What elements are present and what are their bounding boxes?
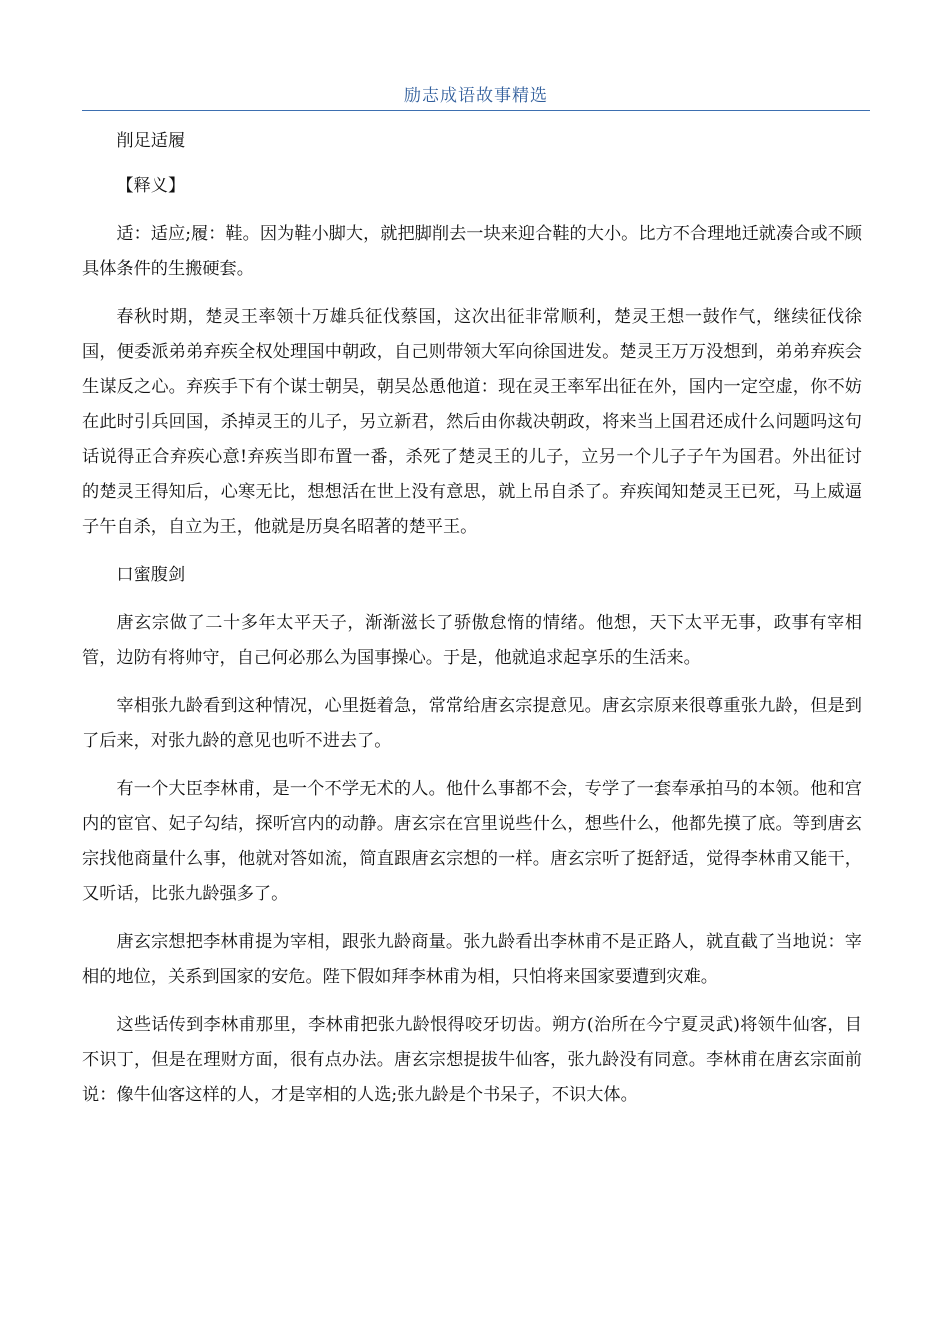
page-header <box>82 84 870 111</box>
document-body <box>82 124 862 1113</box>
story-title: 口蜜腹剑 <box>116 565 186 585</box>
story-paragraph: 有一个大臣李林甫，是一个不学无术的人。他什么事都不会，专学了一套奉承拍马的本领。他和宫内的宦官、妃子勾结，探听宫内的动静。唐玄宗在宫里说些什么，想些什么，他都先摸了底。等到唐玄宗找他商量什么事，他就对答如流，简直跟唐玄宗想的一样。唐玄宗听了挺舒适，觉得李林甫又能干，又听话，比张九龄强多了。 <box>82 779 862 904</box>
story-paragraph: 宰相张九龄看到这种情况，心里挺着急，常常给唐玄宗提意见。唐玄宗原来很尊重张九龄，但是到了后来，对张九龄的意见也听不进去了。 <box>82 696 862 751</box>
story-paragraph: 春秋时期，楚灵王率领十万雄兵征伐蔡国，这次出征非常顺利，楚灵王想一鼓作气，继续征伐徐国，便委派弟弟弃疾全权处理国中朝政，自己则带领大军向徐国进发。楚灵王万万没想到，弟弟弃疾会生谋反之心。弃疾手下有个谋士朝吴，朝吴怂恿他道：现在灵王率军出征在外，国内一定空虚，你不妨在此时引兵回国，杀掉灵王的儿子，另立新君，然后由你裁决朝政，将来当上国君还成什么问题吗这句话说得正合弃疾心意!弃疾当即布置一番，杀死了楚灵王的儿子，立另一个儿子子午为国君。外出征讨的楚灵王得知后，心寒无比，想想活在世上没有意思，就上吊自杀了。弃疾闻知楚灵王已死，马上威逼子午自杀，自立为王，他就是历臭名昭著的楚平王。 <box>82 307 862 537</box>
story-paragraph: 唐玄宗做了二十多年太平天子，渐渐滋长了骄傲怠惰的情绪。他想，天下太平无事，政事有宰相管，边防有将帅守，自己何必那么为国事操心。于是，他就追求起享乐的生活来。 <box>82 613 862 668</box>
definition-paragraph: 适：适应;履：鞋。因为鞋小脚大，就把脚削去一块来迎合鞋的大小。比方不合理地迁就凑合或不顾具体条件的生搬硬套。 <box>82 224 862 279</box>
story-paragraph: 这些话传到李林甫那里，李林甫把张九龄恨得咬牙切齿。朔方(治所在今宁夏灵武)将领牛仙客，目不识丁，但是在理财方面，很有点办法。唐玄宗想提拔牛仙客，张九龄没有同意。李林甫在唐玄宗面前说：像牛仙客这样的人，才是宰相的人选;张九龄是个书呆子，不识大体。 <box>82 1015 862 1105</box>
story-title: 削足适履 <box>116 131 186 151</box>
story-paragraph: 唐玄宗想把李林甫提为宰相，跟张九龄商量。张九龄看出李林甫不是正路人，就直截了当地说：宰相的地位，关系到国家的安危。陛下假如拜李林甫为相，只怕将来国家要遭到灾难。 <box>82 932 862 987</box>
section-label: 【释义】 <box>116 176 186 196</box>
header-title: 励志成语故事精选 <box>404 86 548 106</box>
